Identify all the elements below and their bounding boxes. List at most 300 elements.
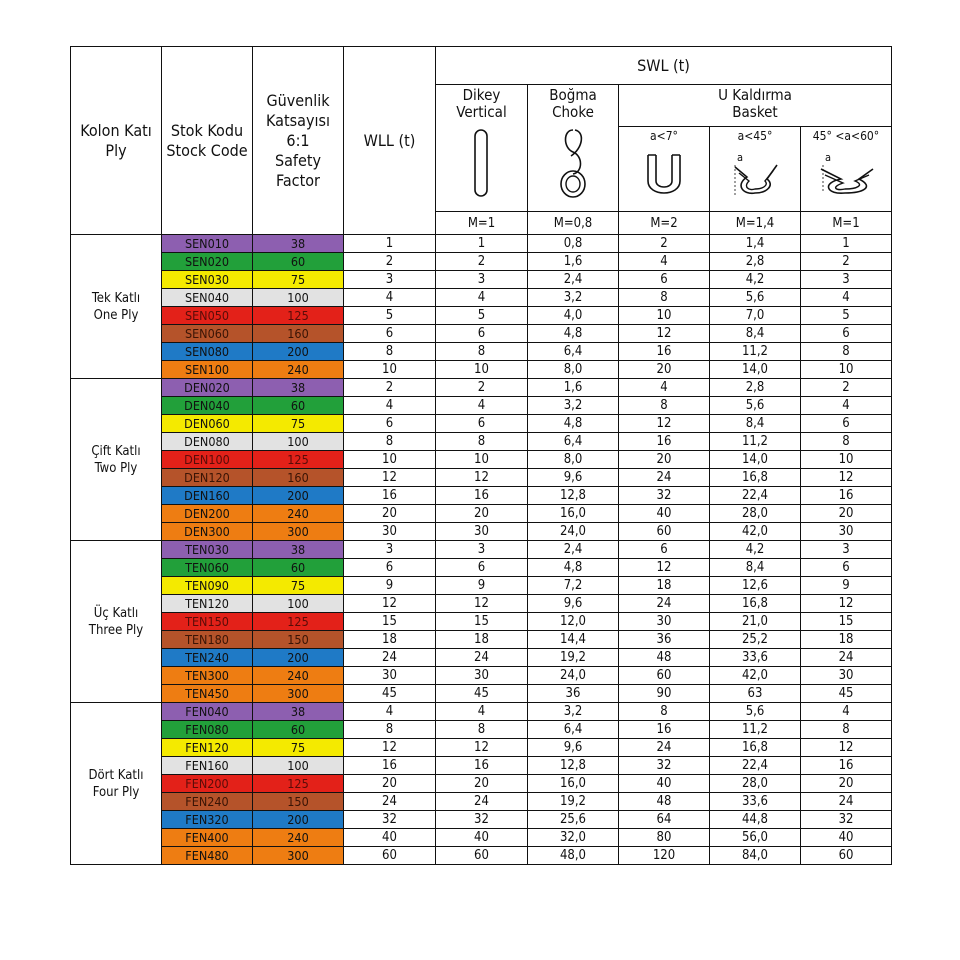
basket-60-swl-cell: 10 <box>801 451 892 469</box>
basket-45-swl-cell: 4,2 <box>710 541 801 559</box>
stock-code-cell: TEN240 <box>162 649 253 667</box>
ply-group-label-en: Three Ply <box>88 622 144 638</box>
table-row <box>71 397 892 415</box>
stock-code-cell: FEN400 <box>162 829 253 847</box>
basket-7-swl-cell: 24 <box>619 739 710 757</box>
basket-60-swl-cell: 12 <box>801 595 892 613</box>
table-row <box>71 325 892 343</box>
safety-factor-cell: 100 <box>253 757 344 775</box>
stock-code-cell: TEN180 <box>162 631 253 649</box>
choke-swl-cell: 3,2 <box>528 289 619 307</box>
vertical-swl-cell: 3 <box>436 541 528 559</box>
basket-60-swl-cell: 16 <box>801 487 892 505</box>
stock-code-cell: TEN120 <box>162 595 253 613</box>
basket-7-swl-cell: 30 <box>619 613 710 631</box>
angle-letter-a-2: a <box>825 151 832 164</box>
m-choke: M=0,8 <box>528 212 619 235</box>
table-row <box>71 469 892 487</box>
wll-cell: 3 <box>344 541 436 559</box>
table-row <box>71 235 892 253</box>
basket-60-swl-cell: 30 <box>801 523 892 541</box>
wll-cell: 10 <box>344 451 436 469</box>
vertical-swl-cell: 3 <box>436 271 528 289</box>
basket-60-swl-cell: 40 <box>801 829 892 847</box>
choke-swl-cell: 7,2 <box>528 577 619 595</box>
stock-code-cell: FEN040 <box>162 703 253 721</box>
wll-cell: 45 <box>344 685 436 703</box>
basket-45-swl-cell: 84,0 <box>710 847 801 865</box>
table-row <box>71 595 892 613</box>
basket-60-swl-cell: 20 <box>801 775 892 793</box>
safety-factor-cell: 75 <box>253 577 344 595</box>
basket-60-swl-cell: 12 <box>801 739 892 757</box>
table-row <box>71 253 892 271</box>
wll-cell: 16 <box>344 757 436 775</box>
basket-7-swl-cell: 24 <box>619 469 710 487</box>
safety-factor-cell: 38 <box>253 379 344 397</box>
choke-header-tr: Boğma <box>549 86 597 104</box>
basket-45-swl-cell: 14,0 <box>710 451 801 469</box>
table-row <box>71 829 892 847</box>
choke-swl-cell: 24,0 <box>528 523 619 541</box>
table-row <box>71 451 892 469</box>
vertical-swl-cell: 8 <box>436 721 528 739</box>
stock-code-cell: SEN100 <box>162 361 253 379</box>
basket-45-swl-cell: 2,8 <box>710 379 801 397</box>
basket-60-swl-cell: 3 <box>801 271 892 289</box>
basket-45-swl-cell: 16,8 <box>710 739 801 757</box>
vertical-swl-cell: 24 <box>436 649 528 667</box>
stock-code-cell: DEN300 <box>162 523 253 541</box>
swl-header: SWL (t) <box>436 47 892 85</box>
stock-code-cell: FEN320 <box>162 811 253 829</box>
basket-header <box>619 85 892 127</box>
table-row <box>71 793 892 811</box>
vertical-swl-cell: 15 <box>436 613 528 631</box>
choke-swl-cell: 48,0 <box>528 847 619 865</box>
basket-45-swl-cell: 25,2 <box>710 631 801 649</box>
basket-45-swl-cell: 28,0 <box>710 775 801 793</box>
u-basket-icon <box>642 149 686 203</box>
stock-code-cell: FEN160 <box>162 757 253 775</box>
angled-basket-45-icon <box>725 149 785 203</box>
choke-swl-cell: 4,0 <box>528 307 619 325</box>
basket-7-swl-cell: 16 <box>619 343 710 361</box>
choke-swl-cell: 6,4 <box>528 343 619 361</box>
basket-60-swl-cell: 10 <box>801 361 892 379</box>
basket-7-swl-cell: 12 <box>619 325 710 343</box>
choke-swl-cell: 25,6 <box>528 811 619 829</box>
choke-swl-cell: 4,8 <box>528 559 619 577</box>
basket-45-swl-cell: 33,6 <box>710 793 801 811</box>
basket-7-swl-cell: 40 <box>619 775 710 793</box>
stock-code-cell: FEN080 <box>162 721 253 739</box>
basket-60-swl-cell: 32 <box>801 811 892 829</box>
safety-factor-cell: 100 <box>253 595 344 613</box>
basket-60-swl-cell: 6 <box>801 415 892 433</box>
basket-45-swl-cell: 14,0 <box>710 361 801 379</box>
vertical-swl-cell: 12 <box>436 739 528 757</box>
safety-factor-cell: 60 <box>253 397 344 415</box>
basket-45-swl-cell: 16,8 <box>710 595 801 613</box>
choke-swl-cell: 8,0 <box>528 451 619 469</box>
wll-cell: 2 <box>344 253 436 271</box>
wll-cell: 4 <box>344 289 436 307</box>
basket-45-swl-cell: 5,6 <box>710 289 801 307</box>
table-row <box>71 307 892 325</box>
vertical-swl-cell: 12 <box>436 469 528 487</box>
safety-factor-cell: 300 <box>253 847 344 865</box>
wll-cell: 8 <box>344 433 436 451</box>
angled-basket-60-icon <box>813 149 879 203</box>
basket-60-swl-cell: 9 <box>801 577 892 595</box>
vertical-swl-cell: 60 <box>436 847 528 865</box>
basket-60-swl-cell: 12 <box>801 469 892 487</box>
basket-header-tr: U Kaldırma <box>718 86 792 104</box>
safety-factor-cell: 125 <box>253 307 344 325</box>
stock-code-cell: SEN050 <box>162 307 253 325</box>
choke-column-header <box>528 85 619 212</box>
wll-cell: 15 <box>344 613 436 631</box>
basket-45-swl-cell: 21,0 <box>710 613 801 631</box>
stock-code-cell: DEN120 <box>162 469 253 487</box>
basket-60-swl-cell: 4 <box>801 289 892 307</box>
basket-7-swl-cell: 20 <box>619 361 710 379</box>
basket-45-swl-cell: 11,2 <box>710 343 801 361</box>
vertical-swl-cell: 45 <box>436 685 528 703</box>
safety-factor-cell: 75 <box>253 739 344 757</box>
factor-header-line2: Katsayısı <box>266 110 330 130</box>
choke-swl-cell: 4,8 <box>528 415 619 433</box>
choke-swl-cell: 1,6 <box>528 379 619 397</box>
vertical-swl-cell: 8 <box>436 433 528 451</box>
wll-cell: 24 <box>344 793 436 811</box>
wll-cell: 12 <box>344 469 436 487</box>
stock-code-cell: FEN200 <box>162 775 253 793</box>
safety-factor-cell: 160 <box>253 469 344 487</box>
wll-cell: 20 <box>344 775 436 793</box>
factor-header-line4: Safety <box>274 150 322 170</box>
stock-code-cell: FEN240 <box>162 793 253 811</box>
choke-swl-cell: 0,8 <box>528 235 619 253</box>
choke-swl-cell: 2,4 <box>528 541 619 559</box>
safety-factor-cell: 75 <box>253 415 344 433</box>
vertical-swl-cell: 20 <box>436 505 528 523</box>
safety-factor-cell: 150 <box>253 631 344 649</box>
table-row <box>71 433 892 451</box>
wll-cell: 5 <box>344 307 436 325</box>
choke-sling-icon <box>553 126 593 206</box>
table-row <box>71 577 892 595</box>
stock-code-cell: SEN010 <box>162 235 253 253</box>
basket-60-swl-cell: 8 <box>801 343 892 361</box>
basket-7-swl-cell: 24 <box>619 595 710 613</box>
basket-45-swl-cell: 8,4 <box>710 415 801 433</box>
basket-60-swl-cell: 6 <box>801 325 892 343</box>
table-body <box>71 235 892 865</box>
choke-swl-cell: 16,0 <box>528 775 619 793</box>
basket-45-swl-cell: 1,4 <box>710 235 801 253</box>
basket-7-swl-cell: 16 <box>619 433 710 451</box>
table-row <box>71 343 892 361</box>
wll-cell: 6 <box>344 415 436 433</box>
basket-7-swl-cell: 60 <box>619 667 710 685</box>
wll-cell: 16 <box>344 487 436 505</box>
wll-cell: 2 <box>344 379 436 397</box>
basket-60-swl-cell: 24 <box>801 793 892 811</box>
table-row <box>71 721 892 739</box>
table-row <box>71 613 892 631</box>
wll-cell: 40 <box>344 829 436 847</box>
basket-7-swl-cell: 40 <box>619 505 710 523</box>
factor-header-line5: Factor <box>276 170 320 190</box>
vertical-swl-cell: 2 <box>436 253 528 271</box>
table-row <box>71 667 892 685</box>
ply-group-label-en: One Ply <box>93 307 139 323</box>
ply-header-tr: Kolon Katı <box>80 120 152 140</box>
vertical-swl-cell: 30 <box>436 667 528 685</box>
wll-cell: 10 <box>344 361 436 379</box>
m-basket-7: M=2 <box>619 212 710 235</box>
choke-swl-cell: 9,6 <box>528 739 619 757</box>
basket-7-swl-cell: 12 <box>619 559 710 577</box>
vertical-swl-cell: 4 <box>436 289 528 307</box>
basket-45-swl-cell: 7,0 <box>710 307 801 325</box>
choke-swl-cell: 12,0 <box>528 613 619 631</box>
safety-factor-cell: 240 <box>253 667 344 685</box>
basket-45-swl-cell: 56,0 <box>710 829 801 847</box>
basket-60-swl-cell: 6 <box>801 559 892 577</box>
basket-7-swl-cell: 4 <box>619 253 710 271</box>
table-row <box>71 361 892 379</box>
choke-swl-cell: 3,2 <box>528 703 619 721</box>
vertical-sling-icon <box>467 126 497 206</box>
table-row <box>71 559 892 577</box>
stock-code-cell: TEN150 <box>162 613 253 631</box>
m-basket-60: M=1 <box>801 212 892 235</box>
choke-header-en: Choke <box>552 103 594 121</box>
wll-cell: 20 <box>344 505 436 523</box>
basket-7-swl-cell: 8 <box>619 289 710 307</box>
choke-swl-cell: 2,4 <box>528 271 619 289</box>
wll-cell: 9 <box>344 577 436 595</box>
vertical-column-header <box>436 85 528 212</box>
vertical-swl-cell: 9 <box>436 577 528 595</box>
basket-60-swl-cell: 18 <box>801 631 892 649</box>
safety-factor-cell: 240 <box>253 505 344 523</box>
basket-60-swl-cell: 15 <box>801 613 892 631</box>
basket-7-swl-cell: 64 <box>619 811 710 829</box>
stock-code-cell: DEN040 <box>162 397 253 415</box>
table-row <box>71 379 892 397</box>
stock-code-cell: DEN020 <box>162 379 253 397</box>
wll-cell: 18 <box>344 631 436 649</box>
wll-cell: 32 <box>344 811 436 829</box>
table-row <box>71 289 892 307</box>
basket-60-swl-cell: 30 <box>801 667 892 685</box>
stock-code-column-header <box>162 47 253 235</box>
vertical-swl-cell: 6 <box>436 559 528 577</box>
vertical-swl-cell: 6 <box>436 415 528 433</box>
basket-45-swl-cell: 42,0 <box>710 523 801 541</box>
angle-letter-a: a <box>737 151 744 164</box>
basket-60-swl-cell: 4 <box>801 703 892 721</box>
basket-7-swl-cell: 10 <box>619 307 710 325</box>
choke-swl-cell: 8,0 <box>528 361 619 379</box>
safety-factor-cell: 38 <box>253 541 344 559</box>
vertical-swl-cell: 4 <box>436 703 528 721</box>
basket-7-swl-cell: 16 <box>619 721 710 739</box>
wll-cell: 1 <box>344 235 436 253</box>
angle-label-7: a<7° <box>650 129 678 143</box>
basket-7-swl-cell: 20 <box>619 451 710 469</box>
basket-60-swl-cell: 1 <box>801 235 892 253</box>
table-row <box>71 415 892 433</box>
angle-label-60: 45° <a<60° <box>812 129 880 143</box>
basket-7-swl-cell: 6 <box>619 271 710 289</box>
basket-45-swl-cell: 5,6 <box>710 703 801 721</box>
choke-swl-cell: 19,2 <box>528 649 619 667</box>
m-basket-45: M=1,4 <box>710 212 801 235</box>
basket-45-swl-cell: 33,6 <box>710 649 801 667</box>
ply-group-label-tr: Dört Katlı <box>88 767 144 783</box>
vertical-swl-cell: 16 <box>436 487 528 505</box>
choke-swl-cell: 16,0 <box>528 505 619 523</box>
basket-45-swl-cell: 16,8 <box>710 469 801 487</box>
choke-swl-cell: 12,8 <box>528 487 619 505</box>
wll-cell: 6 <box>344 325 436 343</box>
choke-swl-cell: 1,6 <box>528 253 619 271</box>
sling-capacity-table-wrapper <box>70 46 892 865</box>
ply-group-cell <box>71 379 162 541</box>
table-row <box>71 523 892 541</box>
basket-angle-7-header <box>619 127 710 212</box>
ply-group-label-tr: Üç Katlı <box>93 605 139 621</box>
code-header-tr: Stok Kodu <box>170 120 244 140</box>
vertical-swl-cell: 6 <box>436 325 528 343</box>
wll-cell: 3 <box>344 271 436 289</box>
table-header <box>71 47 892 235</box>
basket-60-swl-cell: 8 <box>801 433 892 451</box>
basket-60-swl-cell: 20 <box>801 505 892 523</box>
basket-60-swl-cell: 5 <box>801 307 892 325</box>
basket-60-swl-cell: 24 <box>801 649 892 667</box>
basket-45-swl-cell: 8,4 <box>710 559 801 577</box>
safety-factor-cell: 60 <box>253 721 344 739</box>
vertical-swl-cell: 18 <box>436 631 528 649</box>
basket-7-swl-cell: 48 <box>619 793 710 811</box>
stock-code-cell: SEN080 <box>162 343 253 361</box>
vertical-swl-cell: 2 <box>436 379 528 397</box>
stock-code-cell: TEN090 <box>162 577 253 595</box>
vertical-swl-cell: 24 <box>436 793 528 811</box>
safety-factor-cell: 200 <box>253 343 344 361</box>
safety-factor-cell: 75 <box>253 271 344 289</box>
table-row <box>71 757 892 775</box>
basket-45-swl-cell: 22,4 <box>710 487 801 505</box>
safety-factor-column-header <box>253 47 344 235</box>
stock-code-cell: SEN060 <box>162 325 253 343</box>
ply-group-label-tr: Çift Katlı <box>91 443 141 459</box>
wll-column-header: WLL (t) <box>344 47 436 235</box>
safety-factor-cell: 300 <box>253 685 344 703</box>
wll-cell: 24 <box>344 649 436 667</box>
safety-factor-cell: 100 <box>253 289 344 307</box>
basket-7-swl-cell: 120 <box>619 847 710 865</box>
stock-code-cell: FEN120 <box>162 739 253 757</box>
basket-45-swl-cell: 5,6 <box>710 397 801 415</box>
basket-7-swl-cell: 12 <box>619 415 710 433</box>
vertical-swl-cell: 30 <box>436 523 528 541</box>
wll-cell: 30 <box>344 667 436 685</box>
basket-60-swl-cell: 4 <box>801 397 892 415</box>
stock-code-cell: TEN450 <box>162 685 253 703</box>
choke-swl-cell: 12,8 <box>528 757 619 775</box>
safety-factor-cell: 160 <box>253 325 344 343</box>
angle-label-45: a<45° <box>737 129 773 143</box>
basket-header-en: Basket <box>732 103 778 121</box>
basket-60-swl-cell: 45 <box>801 685 892 703</box>
table-row <box>71 541 892 559</box>
wll-cell: 6 <box>344 559 436 577</box>
wll-cell: 4 <box>344 397 436 415</box>
table-row <box>71 775 892 793</box>
wll-cell: 4 <box>344 703 436 721</box>
safety-factor-cell: 38 <box>253 235 344 253</box>
choke-swl-cell: 9,6 <box>528 469 619 487</box>
ply-group-label-en: Two Ply <box>94 460 138 476</box>
vertical-swl-cell: 20 <box>436 775 528 793</box>
safety-factor-cell: 125 <box>253 775 344 793</box>
wll-cell: 8 <box>344 721 436 739</box>
safety-factor-cell: 240 <box>253 361 344 379</box>
safety-factor-cell: 200 <box>253 811 344 829</box>
safety-factor-cell: 60 <box>253 559 344 577</box>
basket-60-swl-cell: 60 <box>801 847 892 865</box>
factor-header-line1: Güvenlik <box>266 90 330 110</box>
basket-7-swl-cell: 6 <box>619 541 710 559</box>
table-row <box>71 487 892 505</box>
table-row <box>71 811 892 829</box>
basket-45-swl-cell: 4,2 <box>710 271 801 289</box>
basket-angle-45-header <box>710 127 801 212</box>
wll-cell: 8 <box>344 343 436 361</box>
choke-swl-cell: 6,4 <box>528 433 619 451</box>
table-row <box>71 703 892 721</box>
choke-swl-cell: 3,2 <box>528 397 619 415</box>
basket-60-swl-cell: 3 <box>801 541 892 559</box>
basket-7-swl-cell: 90 <box>619 685 710 703</box>
vertical-swl-cell: 1 <box>436 235 528 253</box>
stock-code-cell: SEN030 <box>162 271 253 289</box>
basket-45-swl-cell: 11,2 <box>710 721 801 739</box>
vertical-swl-cell: 10 <box>436 361 528 379</box>
safety-factor-cell: 240 <box>253 829 344 847</box>
stock-code-cell: DEN080 <box>162 433 253 451</box>
basket-60-swl-cell: 2 <box>801 253 892 271</box>
safety-factor-cell: 300 <box>253 523 344 541</box>
basket-7-swl-cell: 32 <box>619 757 710 775</box>
ply-group-cell <box>71 703 162 865</box>
basket-7-swl-cell: 80 <box>619 829 710 847</box>
safety-factor-cell: 125 <box>253 451 344 469</box>
ply-header-en: Ply <box>105 140 127 160</box>
vertical-swl-cell: 8 <box>436 343 528 361</box>
choke-swl-cell: 4,8 <box>528 325 619 343</box>
basket-45-swl-cell: 11,2 <box>710 433 801 451</box>
vertical-swl-cell: 16 <box>436 757 528 775</box>
basket-7-swl-cell: 2 <box>619 235 710 253</box>
